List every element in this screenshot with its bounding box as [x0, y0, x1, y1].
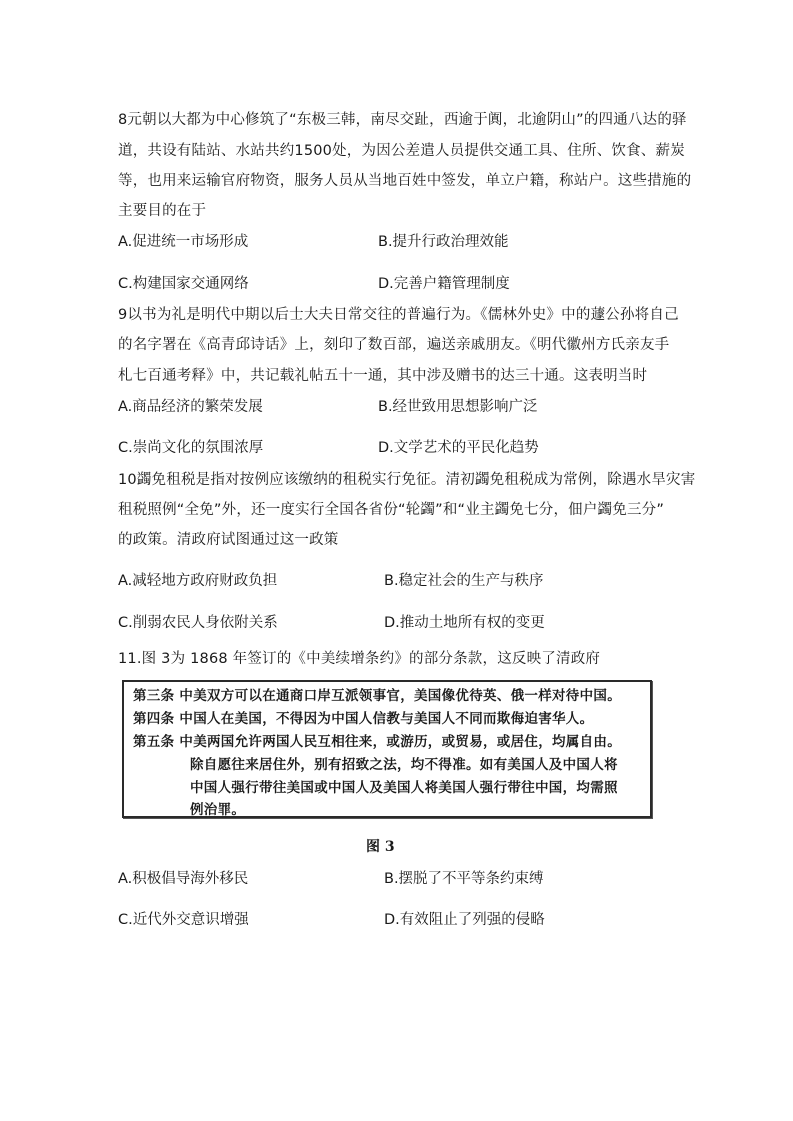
- treaty-article-4: 第四条 中国人在美国，不得因为中国人信教与美国人不同而欺侮迫害华人。: [133, 711, 594, 727]
- treaty-article-5: 第五条 中美两国允许两国人民互相往来，或游历，或贸易，或居住，均属自由。: [133, 734, 621, 750]
- q9-option-c[interactable]: C.崇尚文化的氛围浓厚: [118, 440, 264, 456]
- q8-stem-line-4: 主要目的在于: [118, 203, 207, 219]
- figure-caption: 图 3: [366, 839, 395, 855]
- q10-stem-line-1: 10蠲免租税是指对按例应该缴纳的租税实行免征。清初蠲免租税成为常例，除遇水旱灾害: [118, 472, 696, 488]
- q10-option-b[interactable]: B.稳定社会的生产与秩序: [384, 573, 544, 589]
- q8-option-d[interactable]: D.完善户籍管理制度: [378, 276, 510, 292]
- q8-stem-line-1: 8元朝以大都为中心修筑了“东极三韩，南尽交趾，西逾于阗，北逾阴山”的四通八达的驿: [118, 112, 687, 128]
- q10-stem-line-3: 的政策。清政府试图通过这一政策: [118, 532, 339, 548]
- q11-option-b[interactable]: B.摆脱了不平等条约束缚: [384, 871, 544, 887]
- treaty-article-5-cont-3: 例治罪。: [190, 802, 246, 818]
- q8-option-a[interactable]: A.促进统一市场形成: [118, 234, 249, 250]
- treaty-article-3: 第三条 中美双方可以在通商口岸互派领事官，美国像优待英、俄一样对待中国。: [133, 688, 621, 704]
- q10-option-d[interactable]: D.推动土地所有权的变更: [384, 615, 545, 631]
- treaty-article-5-cont-2: 中国人强行带往美国或中国人及美国人将美国人强行带往中国，均需照: [190, 780, 618, 796]
- q11-stem: 11.图 3为 1868 年签订的《中美续增条约》的部分条款，这反映了清政府: [118, 651, 601, 667]
- q9-option-b[interactable]: B.经世致用思想影响广泛: [378, 399, 538, 415]
- q8-option-c[interactable]: C.构建国家交通网络: [118, 276, 249, 292]
- q11-option-d[interactable]: D.有效阻止了列强的侵略: [384, 912, 545, 928]
- treaty-article-5-cont-1: 除自愿往来居住外，别有招致之法，均不得准。如有美国人及中国人将: [190, 757, 618, 773]
- q9-stem-line-1: 9以书为礼是明代中期以后士大夫日常交往的普遍行为。《儒林外史》中的蘧公孙将自己: [118, 307, 679, 323]
- q10-option-c[interactable]: C.削弱农民人身依附关系: [118, 615, 278, 631]
- q8-option-b[interactable]: B.提升行政治理效能: [378, 234, 509, 250]
- q11-option-a[interactable]: A.积极倡导海外移民: [118, 871, 249, 887]
- q10-stem-line-2: 租税照例“全免”外，还一度实行全国各省份“轮蠲”和“业主蠲免七分，佃户蠲免三分”: [118, 502, 665, 518]
- q9-stem-line-2: 的名字署在《高青邱诗话》上，刻印了数百部，遍送亲戚朋友。《明代徽州方氏亲友手: [118, 337, 670, 353]
- q8-stem-line-3: 等，也用来运输官府物资，服务人员从当地百姓中签发，单立户籍，称站户。这些措施的: [118, 173, 692, 189]
- q11-option-c[interactable]: C.近代外交意识增强: [118, 912, 249, 928]
- q10-option-a[interactable]: A.减轻地方政府财政负担: [118, 573, 278, 589]
- q9-stem-line-3: 札七百通考释》中，共记载礼帖五十一通，其中涉及赠书的达三十通。这表明当时: [118, 368, 648, 384]
- q9-option-d[interactable]: D.文学艺术的平民化趋势: [378, 440, 539, 456]
- q8-stem-line-2: 道，共设有陆站、水站共约1500处，为因公差遣人员提供交通工具、住所、饮食、薪炭: [118, 143, 685, 159]
- q9-option-a[interactable]: A.商品经济的繁荣发展: [118, 399, 263, 415]
